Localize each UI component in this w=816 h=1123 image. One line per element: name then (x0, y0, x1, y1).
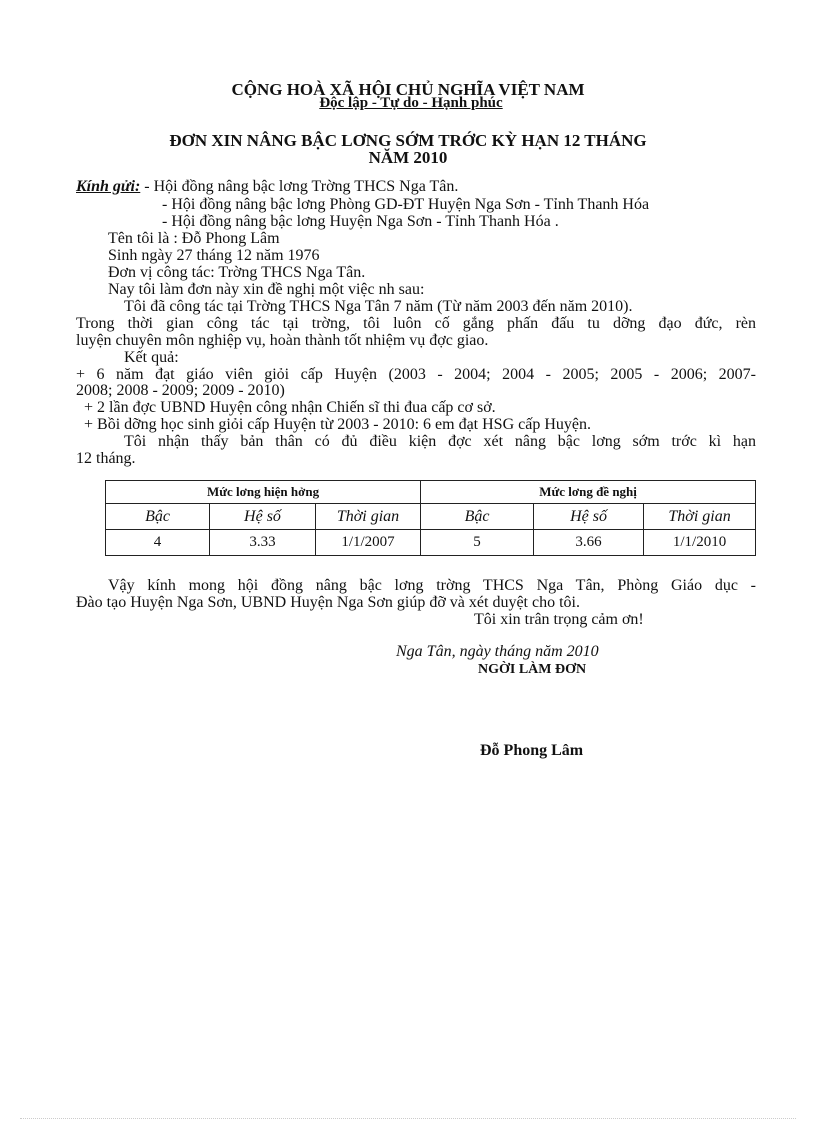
recipients-label: Kính gửi: (76, 178, 141, 195)
recipient-1: - Hội đồng nâng bậc lơng Trờng THCS Nga Tân. (140, 178, 459, 195)
paragraph-1-line-3: luyện chuyên môn nghiệp vụ, hoàn thành tốt nhiệm vụ đợc giao. (76, 332, 489, 349)
document-title-year: NĂM 2010 (368, 148, 448, 167)
paragraph-2-line-2: 12 tháng. (76, 450, 136, 467)
recipient-2: - Hội đồng nâng bậc lơng Phòng GD-ĐT Huyện Nga Sơn - Tỉnh Thanh Hóa (162, 196, 650, 213)
document-title: ĐƠN XIN NÂNG BẬC LƠNG SỚM TRỚC KỲ HẠN 12 THÁNG (169, 131, 647, 150)
result-2: + 2 lần đợc UBND Huyện công nhận Chiến sĩ thi đua cấp cơ sở. (84, 399, 496, 416)
column-header: Hệ số (210, 504, 316, 530)
page-bottom-border (20, 1118, 796, 1119)
country-heading: CỘNG HOÀ XÃ HỘI CHỦ NGHĨA VIỆT NAM (231, 80, 585, 99)
table-cell: 4 (106, 530, 210, 556)
applicant-unit: Đơn vị công tác: Trờng THCS Nga Tân. (108, 264, 366, 281)
proposed-salary-header: Mức lơng đề nghị (421, 481, 756, 504)
closing-line-1: Vậy kính mong hội đồng nâng bậc lơng trờng THCS Nga Tân, Phòng Giáo dục - (108, 577, 756, 594)
thanks-line: Tôi xin trân trọng cảm ơn! (474, 611, 644, 628)
table-group-header-row (106, 481, 756, 504)
place-date: Nga Tân, ngày tháng năm 2010 (396, 643, 599, 660)
column-header: Bậc (421, 504, 534, 530)
table-cell: 5 (421, 530, 534, 556)
table-cell: 1/1/2007 (316, 530, 421, 556)
column-header: Thời gian (316, 504, 421, 530)
table-cell: 1/1/2010 (644, 530, 756, 556)
table-cell: 3.33 (210, 530, 316, 556)
column-header: Bậc (106, 504, 210, 530)
table-column-header-row (106, 504, 756, 530)
request-intro: Nay tôi làm đơn này xin đề nghị một việc nh sau: (108, 281, 425, 298)
motto: Độc lập - Tự do - Hạnh phúc (319, 95, 503, 111)
result-3: + Bồi dỡng học sinh giỏi cấp Huyện từ 2003 - 2010: 6 em đạt HSG cấp Huyện. (84, 416, 591, 433)
signer-role: NGỜI LÀM ĐƠN (478, 662, 587, 677)
recipient-line-1 (76, 178, 458, 196)
table-row (106, 530, 756, 556)
signer-name: Đỗ Phong Lâm (480, 742, 584, 759)
table-cell: 3.66 (534, 530, 644, 556)
column-header: Thời gian (644, 504, 756, 530)
result-1-line-2: 2008; 2008 - 2009; 2009 - 2010) (76, 382, 285, 399)
applicant-birth: Sinh ngày 27 tháng 12 năm 1976 (108, 247, 320, 264)
results-label: Kết quả: (124, 349, 179, 366)
column-header: Hệ số (534, 504, 644, 530)
applicant-name: Tên tôi là : Đỗ Phong Lâm (108, 230, 280, 247)
paragraph-2-line-1: Tôi nhận thấy bản thân có đủ điều kiện đợc xét nâng bậc lơng sớm trớc kì hạn (124, 433, 756, 450)
result-1-line-1: + 6 năm đạt giáo viên giỏi cấp Huyện (2003 - 2004; 2004 - 2005; 2005 - 2006; 2007- (76, 366, 756, 383)
closing-line-2: Đào tạo Huyện Nga Sơn, UBND Huyện Nga Sơn giúp đỡ và xét duyệt cho tôi. (76, 594, 580, 611)
salary-table (105, 480, 756, 556)
recipient-3: - Hội đồng nâng bậc lơng Huyện Nga Sơn - Tỉnh Thanh Hóa . (162, 213, 559, 230)
paragraph-1-line-2: Trong thời gian công tác tại trờng, tôi luôn cố gắng phấn đấu tu dỡng đạo đức, rèn (76, 315, 756, 332)
paragraph-1-line-1: Tôi đã công tác tại Trờng THCS Nga Tân 7 năm (Từ năm 2003 đến năm 2010). (124, 298, 633, 315)
current-salary-header: Mức lơng hiện hởng (106, 481, 421, 504)
